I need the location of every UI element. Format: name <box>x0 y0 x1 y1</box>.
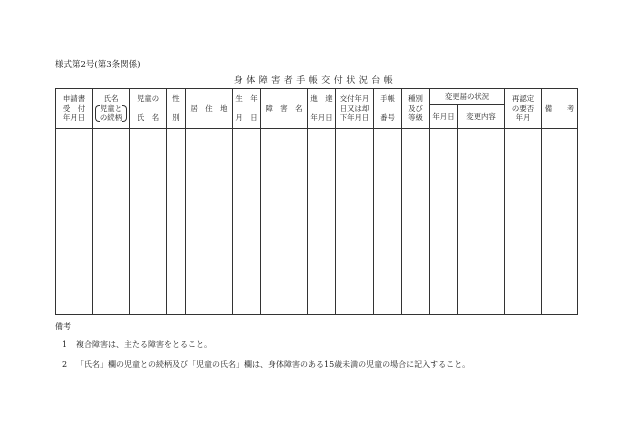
cell-name[interactable] <box>93 129 130 315</box>
header-change-content: 変更内容 <box>458 105 505 129</box>
header-disability-name: 障 害 名 <box>261 89 308 129</box>
note-number: 2 <box>62 360 68 369</box>
register-table <box>55 88 578 315</box>
header-booklet-number: 手帳 番号 <box>374 89 402 129</box>
header-birth-date: 生 年 月 日 <box>233 89 261 129</box>
cell-issue-date[interactable] <box>336 129 374 315</box>
cell-change-date[interactable] <box>430 129 458 315</box>
relationship-parenthetical: 児童と の続柄 <box>95 104 127 124</box>
header-name: 氏名 児童と の続柄 <box>93 89 130 129</box>
cell-application-date[interactable] <box>56 129 93 315</box>
cell-progress-date[interactable] <box>308 129 336 315</box>
header-progress-date: 進 達 年月日 <box>308 89 336 129</box>
cell-type-grade[interactable] <box>402 129 430 315</box>
header-recertification: 再認定 の要否 年月 <box>505 89 542 129</box>
cell-recertification[interactable] <box>505 129 542 315</box>
cell-remarks[interactable] <box>542 129 578 315</box>
cell-disability-name[interactable] <box>261 129 308 315</box>
cell-child-name[interactable] <box>130 129 167 315</box>
note-item <box>55 359 470 370</box>
document-title: 身体障害者手帳交付状況台帳 <box>233 76 397 86</box>
cell-sex[interactable] <box>167 129 186 315</box>
cell-booklet-number[interactable] <box>374 129 402 315</box>
cell-change-content[interactable] <box>458 129 505 315</box>
header-change-status: 変更届の状況 <box>430 89 505 105</box>
header-remarks: 備 考 <box>542 89 578 129</box>
header-issue-date: 交付年月 日又は却 下年月日 <box>336 89 374 129</box>
header-change-date: 年月日 <box>430 105 458 129</box>
form-number: 様式第2号(第3条関係) <box>55 60 141 70</box>
note-text: 複合障害は、主たる障害をとること。 <box>76 340 212 349</box>
header-child-name: 児童の 氏 名 <box>130 89 167 129</box>
note-number: 1 <box>62 340 68 349</box>
notes-section <box>55 321 470 379</box>
header-sex: 性 別 <box>167 89 186 129</box>
table-body-row <box>56 129 578 315</box>
cell-birth-date[interactable] <box>233 129 261 315</box>
note-text: 「氏名」欄の児童との続柄及び「児童の氏名」欄は、身体障害のある15歳未満の児童の場合に記入すること。 <box>76 360 471 369</box>
header-type-grade: 種別 及び 等級 <box>402 89 430 129</box>
header-application-date: 申請書 受 付 年月日 <box>56 89 93 129</box>
notes-heading: 備考 <box>55 322 71 331</box>
header-residence: 居 住 地 <box>186 89 233 129</box>
note-item <box>55 339 470 350</box>
cell-residence[interactable] <box>186 129 233 315</box>
